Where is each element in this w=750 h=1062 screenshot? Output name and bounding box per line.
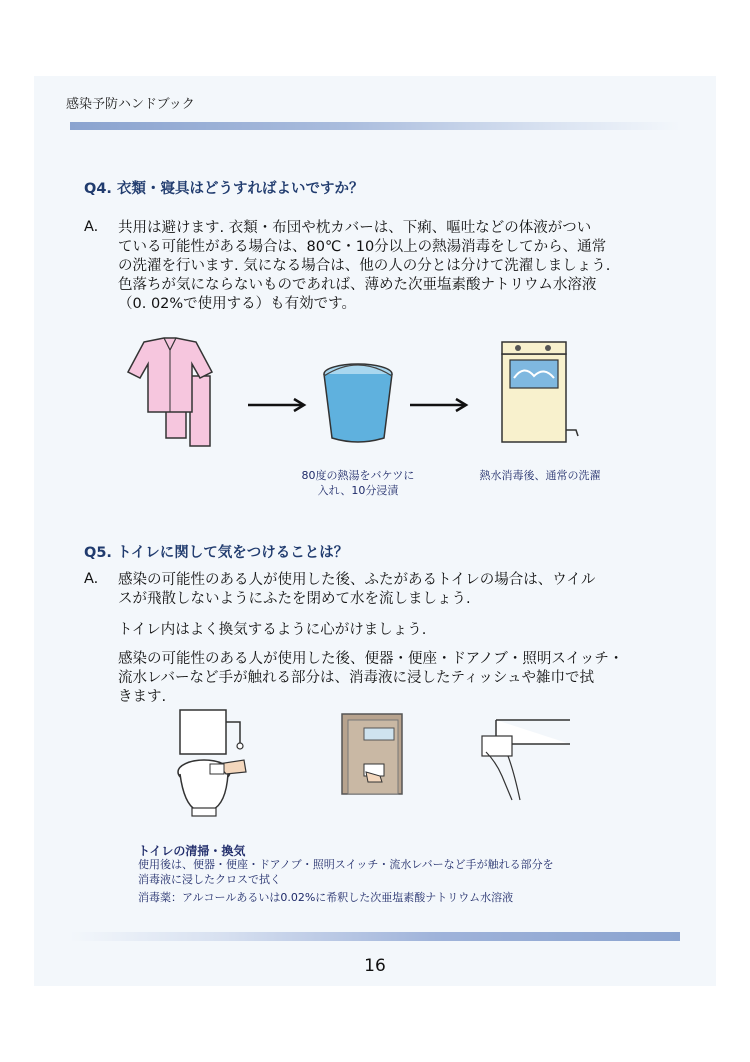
door-handle-icon (340, 712, 404, 794)
q4-answer-line: 色落ちが気にならないものであれば、薄めた次亜塩素酸ナトリウム水溶液 (118, 277, 597, 293)
q4-answer-line: （0. 02%で使用する）も有効です。 (118, 296, 357, 312)
washer-caption: 熱水消毒後、通常の洗濯 (479, 469, 601, 482)
q5-para3 (118, 650, 623, 707)
page-number: 16 (364, 956, 386, 976)
toilet-note-line: 使用後は、便器・便座・ドアノブ・照明スイッチ・流水レバーなど手が触れる部分を (138, 858, 554, 871)
bucket-caption-line: 80度の熱湯をバケツに (301, 469, 415, 482)
q4-question: Q4. 衣類・寝具はどうすればよいですか？ (84, 181, 364, 197)
wiping-hand-icon (476, 716, 572, 800)
toilet-note-title: トイレの清掃・換気 (138, 844, 246, 858)
top-rule (70, 122, 680, 130)
q5-para2: トイレ内はよく換気するように心がけましょう. (118, 622, 427, 638)
arrow-right-icon (248, 398, 306, 412)
pajamas-icon (124, 338, 216, 448)
q5-question: Q5. トイレに関して気をつけることは？ (84, 545, 349, 561)
bucket-caption-line: 入れ、10分浸漬 (317, 484, 399, 497)
q5-para1-line: 感染の可能性のある人が使用した後、ふたがあるトイレの場合は、ウイル (118, 572, 596, 588)
bottom-rule (70, 932, 680, 941)
q4-answer-line: の洗濯を行います. 気になる場合は、他の人の分とは分けて洗濯しましょう. (118, 258, 611, 274)
q4-answer-mark: A. (84, 219, 99, 235)
arrow-right-icon (410, 398, 468, 412)
q4-answer (118, 219, 610, 314)
header-title: 感染予防ハンドブック (66, 97, 195, 112)
q5-para1 (118, 571, 595, 609)
q5-para3-line: きます. (118, 689, 167, 705)
toilet-note-line: 消毒液に浸したクロスで拭く (138, 873, 281, 886)
bucket-icon (320, 360, 396, 446)
page-panel (34, 76, 716, 986)
toilet-icon (170, 708, 250, 820)
bucket-caption (268, 468, 448, 498)
q5-answer-mark: A. (84, 571, 99, 587)
washing-machine-icon (498, 338, 582, 446)
toilet-note-line: 消毒薬：アルコールあるいは0.02%に希釈した次亜塩素酸ナトリウム水溶液 (138, 891, 514, 904)
q5-para3-line: 感染の可能性のある人が使用した後、便器・便座・ドアノブ・照明スイッチ・ (118, 651, 624, 667)
q5-para1-line: スが飛散しないようにふたを閉めて水を流しましょう. (118, 591, 471, 607)
q5-para3-line: 流水レバーなど手が触れる部分は、消毒液に浸したティッシュや雑巾で拭 (118, 670, 595, 686)
q4-answer-line: ている可能性がある場合は、80℃・10分以上の熱湯消毒をしてから、通常 (118, 239, 607, 255)
q4-answer-line: 共用は避けます. 衣類・布団や枕カバーは、下痢、嘔吐などの体液がつい (118, 220, 592, 236)
